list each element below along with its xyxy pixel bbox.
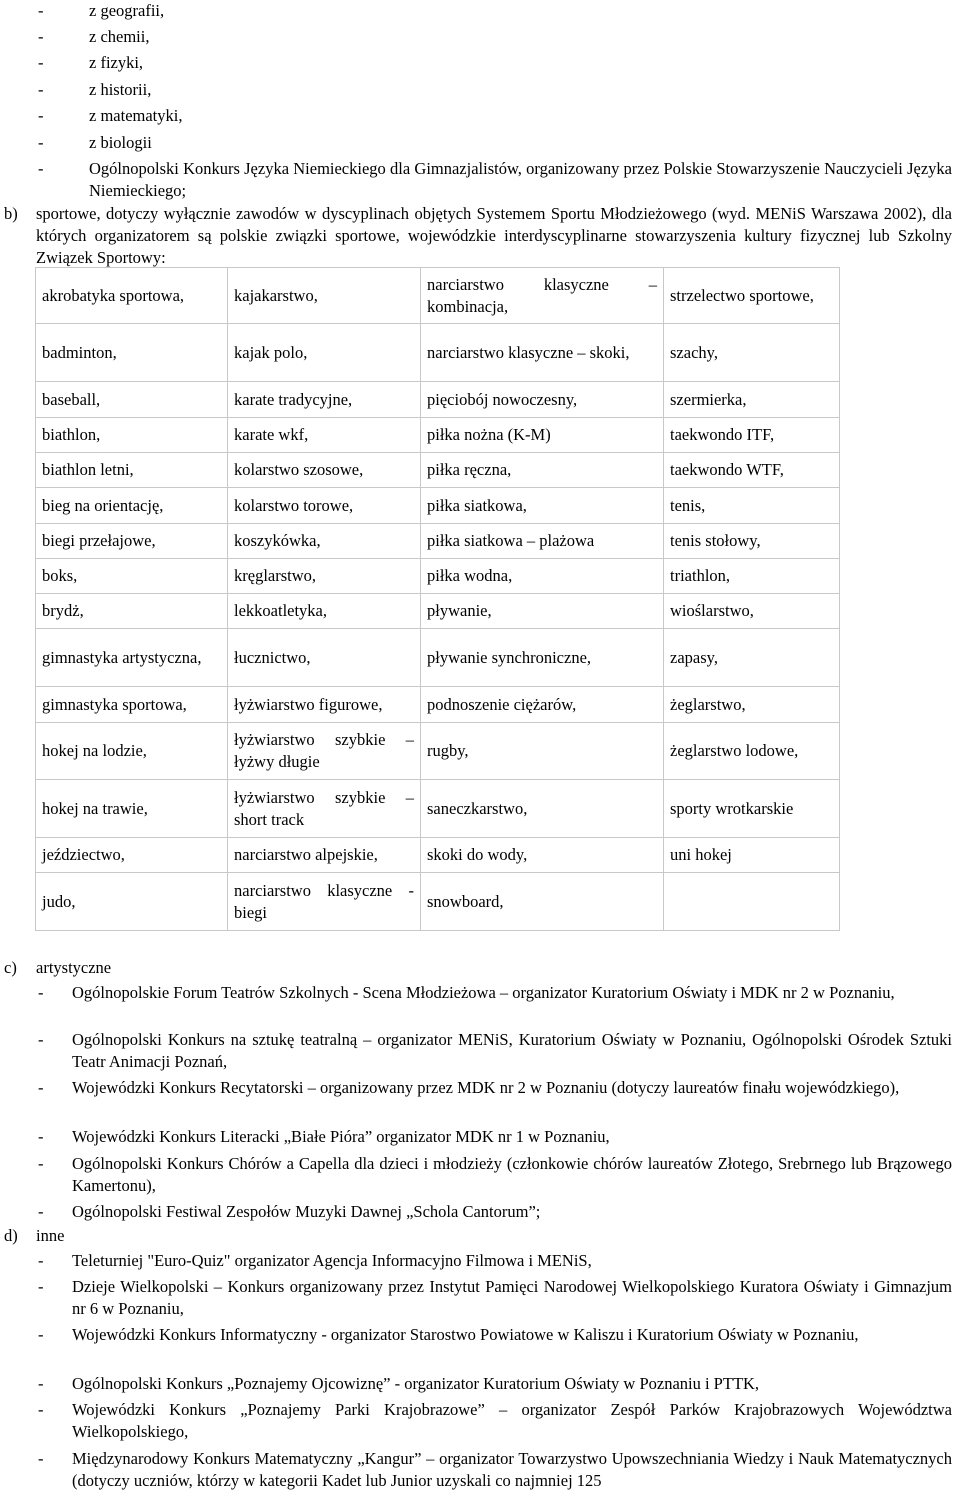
- list-dash: -: [38, 1374, 44, 1393]
- table-cell: piłka wodna,: [421, 559, 664, 594]
- table-cell: [664, 873, 840, 931]
- table-cell: brydż,: [36, 594, 228, 629]
- table-cell: tenis,: [664, 488, 840, 524]
- list-dash: -: [38, 80, 44, 99]
- table-cell: pływanie,: [421, 594, 664, 629]
- table-cell: judo,: [36, 873, 228, 931]
- table-cell: szermierka,: [664, 382, 840, 418]
- list-dash: -: [38, 1030, 44, 1049]
- list-dash: -: [38, 1449, 44, 1468]
- list-dash: -: [38, 983, 44, 1002]
- list-dash: -: [38, 1154, 44, 1173]
- section-title: inne: [36, 1226, 65, 1245]
- table-cell: narciarstwo alpejskie,: [228, 838, 421, 873]
- table-row: [36, 524, 840, 559]
- list-dash: -: [38, 1277, 44, 1296]
- table-row: [36, 324, 840, 382]
- list-item-text: z biologii: [89, 133, 152, 152]
- list-dash: -: [38, 27, 44, 46]
- list-item-text: Ogólnopolski Konkurs Chórów a Capella dla dzieci i młodzieży (członkowie chórów laureatów Złotego, Srebrnego lub Brązowego Kamertonu),: [72, 1154, 952, 1195]
- list-item-text: Wojewódzki Konkurs Literacki „Białe Pióra” organizator MDK nr 1 w Poznaniu,: [72, 1127, 610, 1146]
- table-cell: boks,: [36, 559, 228, 594]
- table-cell: biathlon,: [36, 418, 228, 453]
- table-cell: podnoszenie ciężarów,: [421, 687, 664, 723]
- table-row: [36, 268, 840, 324]
- table-cell: żeglarstwo lodowe,: [664, 723, 840, 780]
- list-dash: -: [38, 1202, 44, 1221]
- table-cell: pływanie synchroniczne,: [421, 629, 664, 687]
- table-cell: taekwondo ITF,: [664, 418, 840, 453]
- table-cell: tenis stołowy,: [664, 524, 840, 559]
- list-dash: -: [38, 1127, 44, 1146]
- table-row: [36, 629, 840, 687]
- section-text: sportowe, dotyczy wyłącznie zawodów w dyscyplinach objętych Systemem Sportu Młodzieżowego (wyd. MENiS Warszawa 2002), dla których organizatorem są polskie związki sportowe, wojewódzkie interdyscyplinarne stowarzyszenia kultury fizycznej lub Szkolny Związek Sportowy:: [36, 204, 952, 267]
- table-row: [36, 594, 840, 629]
- table-cell: kajak polo,: [228, 324, 421, 382]
- table-cell: hokej na trawie,: [36, 780, 228, 838]
- table-cell: pięciobój nowoczesny,: [421, 382, 664, 418]
- table-cell: kolarstwo szosowe,: [228, 453, 421, 488]
- section-label: b): [4, 204, 18, 223]
- table-row: [36, 488, 840, 524]
- list-item-text: z fizyki,: [89, 53, 144, 72]
- table-cell: wioślarstwo,: [664, 594, 840, 629]
- table-cell: piłka ręczna,: [421, 453, 664, 488]
- sports-table: [35, 267, 840, 931]
- table-row: [36, 723, 840, 780]
- table-cell: sporty wrotkarskie: [664, 780, 840, 838]
- list-dash: -: [38, 106, 44, 125]
- table-cell: akrobatyka sportowa,: [36, 268, 228, 324]
- table-cell: żeglarstwo,: [664, 687, 840, 723]
- table-row: [36, 418, 840, 453]
- table-cell: snowboard,: [421, 873, 664, 931]
- table-cell: bieg na orientację,: [36, 488, 228, 524]
- list-item-text: Teleturniej "Euro-Quiz" organizator Agencja Informacyjno Filmowa i MENiS,: [72, 1251, 592, 1270]
- table-cell: rugby,: [421, 723, 664, 780]
- table-cell: baseball,: [36, 382, 228, 418]
- table-cell: saneczkarstwo,: [421, 780, 664, 838]
- table-cell: kręglarstwo,: [228, 559, 421, 594]
- list-item-text: Dzieje Wielkopolski – Konkurs organizowany przez Instytut Pamięci Narodowej Wielkopolskiego Kuratora Oświaty i Gimnazjum nr 6 w Poznaniu,: [72, 1277, 952, 1318]
- list-item-text: Wojewódzki Konkurs Recytatorski – organizowany przez MDK nr 2 w Poznaniu (dotyczy laureatów finału wojewódzkiego),: [72, 1078, 900, 1097]
- section-label: d): [4, 1226, 18, 1245]
- table-cell: piłka nożna (K-M): [421, 418, 664, 453]
- table-cell: łyżwiarstwo figurowe,: [228, 687, 421, 723]
- list-dash: -: [38, 1400, 44, 1419]
- table-cell: karate wkf,: [228, 418, 421, 453]
- list-item-text: z matematyki,: [89, 106, 183, 125]
- table-cell: uni hokej: [664, 838, 840, 873]
- list-item-text: Wojewódzki Konkurs „Poznajemy Parki Krajobrazowe” – organizator Zespół Parków Krajobrazowych Województwa Wielkopolskiego,: [72, 1400, 952, 1441]
- table-row: [36, 780, 840, 838]
- list-dash: -: [38, 53, 44, 72]
- table-cell: biathlon letni,: [36, 453, 228, 488]
- table-cell: łucznictwo,: [228, 629, 421, 687]
- table-cell: taekwondo WTF,: [664, 453, 840, 488]
- table-cell: koszykówka,: [228, 524, 421, 559]
- table-row: [36, 687, 840, 723]
- table-cell: strzelectwo sportowe,: [664, 268, 840, 324]
- table-cell: narciarstwo klasyczne - biegi: [228, 873, 421, 931]
- table-cell: kolarstwo torowe,: [228, 488, 421, 524]
- list-dash: -: [38, 1251, 44, 1270]
- table-row: [36, 453, 840, 488]
- table-cell: jeździectwo,: [36, 838, 228, 873]
- table-cell: skoki do wody,: [421, 838, 664, 873]
- table-row: [36, 873, 840, 931]
- list-item-text: Ogólnopolski Konkurs „Poznajemy Ojcowiznę” - organizator Kuratorium Oświaty w Poznaniu i PTTK,: [72, 1374, 760, 1393]
- table-cell: narciarstwo klasyczne – kombinacja,: [421, 268, 664, 324]
- table-cell: piłka siatkowa,: [421, 488, 664, 524]
- list-dash: -: [38, 1325, 44, 1344]
- table-cell: zapasy,: [664, 629, 840, 687]
- list-item-text: z geografii,: [89, 1, 165, 20]
- list-item-text: Ogólnopolski Festiwal Zespołów Muzyki Dawnej „Schola Cantorum”;: [72, 1202, 541, 1221]
- table-cell: kajakarstwo,: [228, 268, 421, 324]
- table-cell: łyżwiarstwo szybkie – short track: [228, 780, 421, 838]
- table-cell: biegi przełajowe,: [36, 524, 228, 559]
- table-cell: narciarstwo klasyczne – skoki,: [421, 324, 664, 382]
- list-item-text: Ogólnopolski Konkurs na sztukę teatralną – organizator MENiS, Kuratorium Oświaty w Poznaniu, Ogólnopolski Ośrodek Sztuki Teatr Animacji Poznań,: [72, 1030, 952, 1071]
- list-dash: -: [38, 133, 44, 152]
- table-cell: hokej na lodzie,: [36, 723, 228, 780]
- table-row: [36, 559, 840, 594]
- table-cell: karate tradycyjne,: [228, 382, 421, 418]
- table-cell: gimnastyka sportowa,: [36, 687, 228, 723]
- table-cell: badminton,: [36, 324, 228, 382]
- list-item-text: Ogólnopolski Konkurs Języka Niemieckiego dla Gimnazjalistów, organizowany przez Polskie Stowarzyszenie Nauczycieli Języka Niemieckiego;: [89, 159, 952, 200]
- list-item-text: z historii,: [89, 80, 152, 99]
- table-cell: gimnastyka artystyczna,: [36, 629, 228, 687]
- table-row: [36, 382, 840, 418]
- list-dash: -: [38, 1078, 44, 1097]
- list-item-text: Międzynarodowy Konkurs Matematyczny „Kangur” – organizator Towarzystwo Upowszechniania Wiedzy i Nauk Matematycznych (dotyczy uczniów, którzy w kategorii Kadet lub Junior uzyskali co najmniej 125: [72, 1449, 952, 1490]
- table-row: [36, 838, 840, 873]
- list-item-text: Wojewódzki Konkurs Informatyczny - organizator Starostwo Powiatowe w Kaliszu i Kuratorium Oświaty w Poznaniu,: [72, 1325, 859, 1344]
- table-cell: szachy,: [664, 324, 840, 382]
- table-cell: piłka siatkowa – plażowa: [421, 524, 664, 559]
- table-cell: lekkoatletyka,: [228, 594, 421, 629]
- list-dash: -: [38, 1, 44, 20]
- list-item-text: z chemii,: [89, 27, 150, 46]
- list-dash: -: [38, 159, 44, 178]
- section-title: artystyczne: [36, 958, 112, 977]
- table-cell: łyżwiarstwo szybkie – łyżwy długie: [228, 723, 421, 780]
- list-item-text: Ogólnopolskie Forum Teatrów Szkolnych - Scena Młodzieżowa – organizator Kuratorium Oświaty i MDK nr 2 w Poznaniu,: [72, 983, 895, 1002]
- table-cell: triathlon,: [664, 559, 840, 594]
- section-label: c): [4, 958, 17, 977]
